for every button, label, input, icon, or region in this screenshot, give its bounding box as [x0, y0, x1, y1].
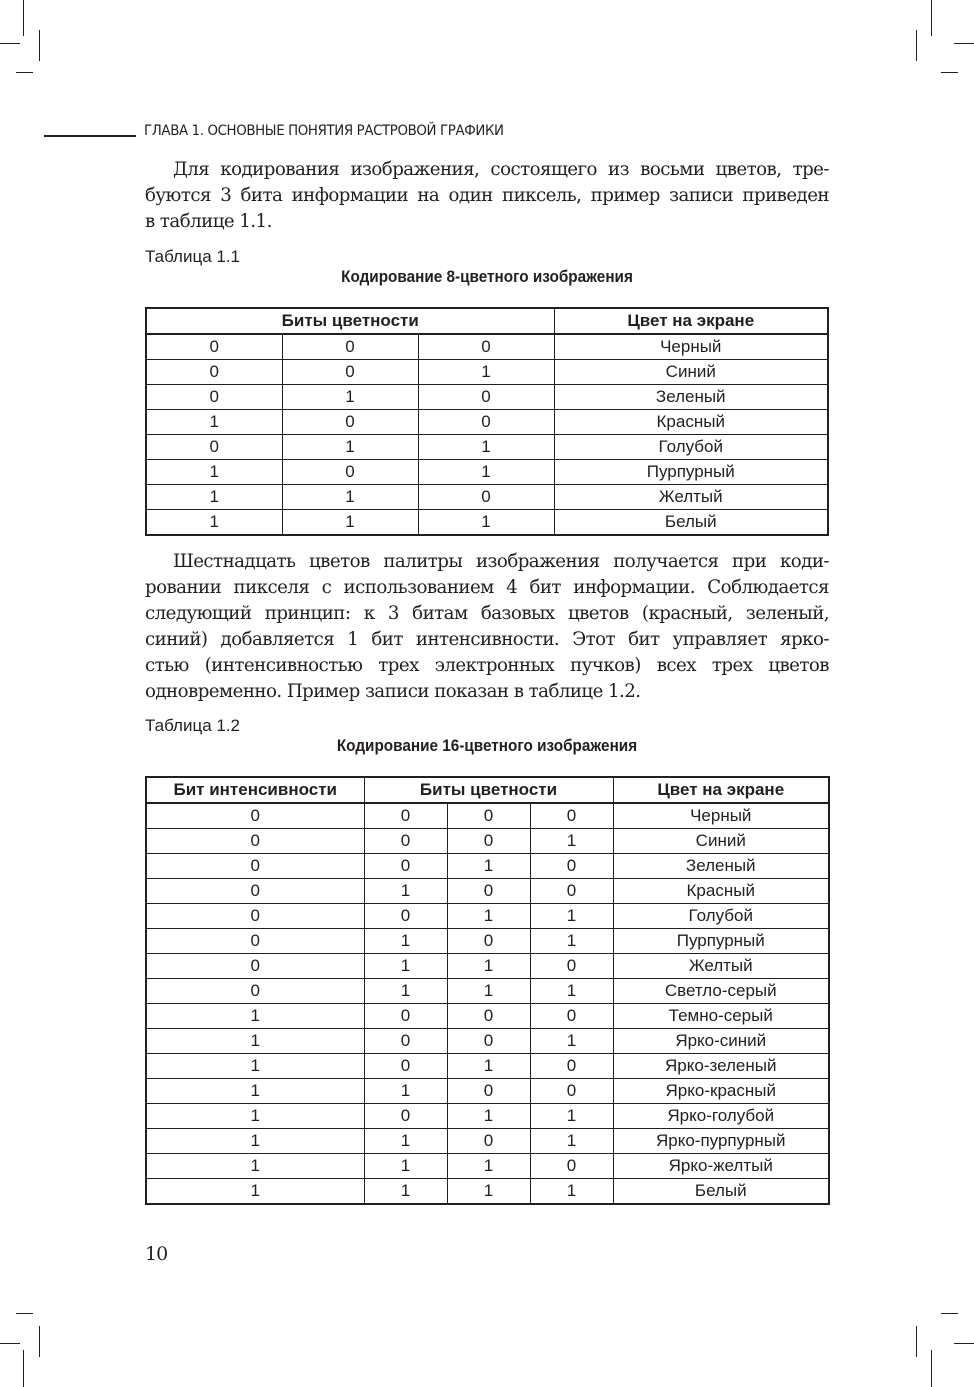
bit-cell: 0: [364, 1054, 447, 1079]
bit-cell: 1: [530, 929, 613, 954]
color-name-cell: Пурпурный: [613, 929, 829, 954]
bit-cell: 0: [530, 1154, 613, 1179]
bit-cell: 0: [447, 803, 530, 829]
bit-cell: 0: [364, 904, 447, 929]
bit-cell: 0: [447, 1079, 530, 1104]
table-8-color: [145, 307, 829, 536]
text-line: синий) добавляется 1 бит интенсивности. Этот бит управляет ярко-: [145, 629, 829, 650]
table-row: [146, 485, 828, 510]
bit-cell: 1: [364, 979, 447, 1004]
bit-cell: 0: [282, 410, 418, 435]
crop-mark: [16, 1313, 33, 1314]
intensity-bit-cell: 1: [146, 1054, 364, 1079]
bit-cell: 0: [364, 854, 447, 879]
bit-cell: 1: [418, 460, 554, 485]
color-name-cell: Зеленый: [554, 385, 828, 410]
bit-cell: 0: [146, 385, 282, 410]
text-line: буются 3 бита информации на один пиксель, пример записи приведен: [145, 185, 829, 206]
table-row: [146, 929, 829, 954]
header-bits: Биты цветности: [146, 308, 554, 334]
color-name-cell: Красный: [613, 879, 829, 904]
crop-mark: [954, 1343, 974, 1344]
color-name-cell: Желтый: [554, 485, 828, 510]
color-name-cell: Голубой: [554, 435, 828, 460]
bit-cell: 1: [447, 1104, 530, 1129]
bit-cell: 0: [146, 435, 282, 460]
bit-cell: 1: [530, 1129, 613, 1154]
intensity-bit-cell: 0: [146, 829, 364, 854]
table-row: [146, 904, 829, 929]
table-row: [146, 1004, 829, 1029]
header-bits: Биты цветности: [364, 777, 613, 803]
bit-cell: 1: [418, 360, 554, 385]
table-row: [146, 1179, 829, 1205]
bit-cell: 0: [418, 485, 554, 510]
color-name-cell: Белый: [554, 510, 828, 536]
bit-cell: 1: [146, 410, 282, 435]
color-name-cell: Светло-серый: [613, 979, 829, 1004]
table-16-color: [145, 776, 830, 1205]
crop-mark: [39, 1326, 40, 1357]
color-name-cell: Ярко-зеленый: [613, 1054, 829, 1079]
intensity-bit-cell: 0: [146, 904, 364, 929]
table-1-number: Таблица 1.1: [145, 247, 241, 266]
bit-cell: 0: [146, 334, 282, 360]
bit-cell: 1: [447, 954, 530, 979]
header-color: Цвет на экране: [554, 308, 828, 334]
bit-cell: 1: [282, 435, 418, 460]
crop-mark: [954, 43, 974, 44]
intensity-bit-cell: 0: [146, 854, 364, 879]
bit-cell: 1: [530, 904, 613, 929]
intensity-bit-cell: 1: [146, 1179, 364, 1205]
table-row: [146, 410, 828, 435]
color-name-cell: Голубой: [613, 904, 829, 929]
bit-cell: 0: [146, 360, 282, 385]
bit-cell: 1: [282, 485, 418, 510]
table-row: [146, 1129, 829, 1154]
bit-cell: 1: [447, 1154, 530, 1179]
bit-cell: 1: [530, 979, 613, 1004]
bit-cell: 1: [530, 1029, 613, 1054]
bit-cell: 0: [530, 1079, 613, 1104]
crop-mark: [931, 0, 932, 36]
intensity-bit-cell: 1: [146, 1129, 364, 1154]
color-name-cell: Ярко-голубой: [613, 1104, 829, 1129]
table-row: [146, 360, 828, 385]
table-row: [146, 879, 829, 904]
table-1-title: Кодирование 8-цветного изображения: [341, 267, 633, 286]
table-row: [146, 979, 829, 1004]
bit-cell: 0: [364, 1104, 447, 1129]
bit-cell: 0: [447, 829, 530, 854]
header-rule: [44, 135, 136, 137]
crop-mark: [931, 1350, 932, 1387]
table-row: [146, 1104, 829, 1129]
crop-mark: [941, 1313, 958, 1314]
table-row: [146, 460, 828, 485]
bit-cell: 1: [364, 879, 447, 904]
crop-mark: [916, 30, 917, 61]
intensity-bit-cell: 0: [146, 879, 364, 904]
bit-cell: 1: [418, 510, 554, 536]
bit-cell: 0: [418, 334, 554, 360]
text-line: ровании пикселя с использованием 4 бит информации. Соблюдается: [145, 577, 829, 598]
bit-cell: 0: [530, 879, 613, 904]
intensity-bit-cell: 1: [146, 1079, 364, 1104]
text-line: следующий принцип: к 3 битам базовых цветов (красный, зеленый,: [145, 603, 829, 624]
table-row: [146, 829, 829, 854]
color-name-cell: Черный: [613, 803, 829, 829]
text-line: в таблице 1.1.: [145, 211, 272, 232]
color-name-cell: Зеленый: [613, 854, 829, 879]
color-name-cell: Синий: [554, 360, 828, 385]
color-name-cell: Белый: [613, 1179, 829, 1205]
bit-cell: 0: [418, 410, 554, 435]
intensity-bit-cell: 1: [146, 1104, 364, 1129]
bit-cell: 1: [364, 954, 447, 979]
bit-cell: 0: [447, 1004, 530, 1029]
bit-cell: 0: [447, 879, 530, 904]
color-name-cell: Темно-серый: [613, 1004, 829, 1029]
bit-cell: 0: [530, 954, 613, 979]
page-number: 10: [145, 1243, 168, 1265]
crop-mark: [23, 1350, 24, 1387]
intensity-bit-cell: 0: [146, 929, 364, 954]
color-name-cell: Синий: [613, 829, 829, 854]
color-name-cell: Ярко-желтый: [613, 1154, 829, 1179]
intensity-bit-cell: 0: [146, 979, 364, 1004]
bit-cell: 1: [530, 1104, 613, 1129]
intensity-bit-cell: 1: [146, 1154, 364, 1179]
color-name-cell: Ярко-красный: [613, 1079, 829, 1104]
table-row: [146, 954, 829, 979]
bit-cell: 0: [530, 803, 613, 829]
bit-cell: 0: [282, 360, 418, 385]
table-row: [146, 334, 828, 360]
table-row: [146, 1029, 829, 1054]
bit-cell: 0: [530, 1004, 613, 1029]
intensity-bit-cell: 1: [146, 1004, 364, 1029]
header-color: Цвет на экране: [613, 777, 829, 803]
table-2-number: Таблица 1.2: [145, 716, 241, 735]
color-name-cell: Ярко-пурпурный: [613, 1129, 829, 1154]
table-row: [146, 1079, 829, 1104]
table-row: [146, 803, 829, 829]
bit-cell: 1: [146, 460, 282, 485]
crop-mark: [16, 72, 33, 73]
crop-mark: [916, 1326, 917, 1357]
bit-cell: 0: [364, 1029, 447, 1054]
bit-cell: 1: [447, 979, 530, 1004]
table-header-row: [146, 777, 829, 803]
color-name-cell: Желтый: [613, 954, 829, 979]
table-row: [146, 1154, 829, 1179]
paragraph-2: [145, 549, 829, 705]
text-line: стью (интенсивностью трех электронных пучков) всех трех цветов: [145, 655, 829, 676]
bit-cell: 1: [447, 1054, 530, 1079]
paragraph-1: [145, 157, 829, 235]
crop-mark: [0, 43, 20, 44]
bit-cell: 0: [530, 1054, 613, 1079]
table-header-row: [146, 308, 828, 334]
bit-cell: 0: [447, 929, 530, 954]
bit-cell: 1: [364, 1129, 447, 1154]
bit-cell: 1: [364, 929, 447, 954]
bit-cell: 0: [418, 385, 554, 410]
bit-cell: 1: [447, 904, 530, 929]
color-name-cell: Ярко-синий: [613, 1029, 829, 1054]
bit-cell: 1: [146, 510, 282, 536]
bit-cell: 0: [364, 1004, 447, 1029]
bit-cell: 1: [364, 1179, 447, 1205]
text-line: Для кодирования изображения, состоящего из восьми цветов, тре-: [173, 159, 829, 180]
crop-mark: [0, 1343, 20, 1344]
table-row: [146, 854, 829, 879]
color-name-cell: Черный: [554, 334, 828, 360]
bit-cell: 0: [282, 334, 418, 360]
intensity-bit-cell: 0: [146, 803, 364, 829]
bit-cell: 1: [447, 854, 530, 879]
bit-cell: 0: [364, 829, 447, 854]
bit-cell: 0: [530, 854, 613, 879]
color-name-cell: Красный: [554, 410, 828, 435]
crop-mark: [941, 72, 958, 73]
bit-cell: 0: [447, 1129, 530, 1154]
intensity-bit-cell: 1: [146, 1029, 364, 1054]
table-row: [146, 385, 828, 410]
bit-cell: 1: [530, 1179, 613, 1205]
color-name-cell: Пурпурный: [554, 460, 828, 485]
bit-cell: 1: [530, 829, 613, 854]
table-2-title: Кодирование 16-цветного изображения: [336, 736, 638, 755]
chapter-title: ГЛАВА 1. ОСНОВНЫЕ ПОНЯТИЯ РАСТРОВОЙ ГРАФИКИ: [144, 123, 504, 139]
bit-cell: 1: [364, 1079, 447, 1104]
crop-mark: [39, 30, 40, 61]
crop-mark: [23, 0, 24, 36]
bit-cell: 0: [282, 460, 418, 485]
text-line: Шестнадцать цветов палитры изображения получается при коди-: [173, 551, 829, 572]
table-row: [146, 435, 828, 460]
bit-cell: 0: [364, 803, 447, 829]
bit-cell: 1: [418, 435, 554, 460]
running-header: [44, 121, 844, 143]
bit-cell: 1: [146, 485, 282, 510]
bit-cell: 1: [282, 510, 418, 536]
table-row: [146, 510, 828, 536]
bit-cell: 1: [364, 1154, 447, 1179]
bit-cell: 0: [447, 1029, 530, 1054]
text-line: одновременно. Пример записи показан в таблице 1.2.: [145, 681, 641, 702]
table-row: [146, 1054, 829, 1079]
header-intensity: Бит интенсивности: [146, 777, 364, 803]
bit-cell: 1: [447, 1179, 530, 1205]
intensity-bit-cell: 0: [146, 954, 364, 979]
bit-cell: 1: [282, 385, 418, 410]
